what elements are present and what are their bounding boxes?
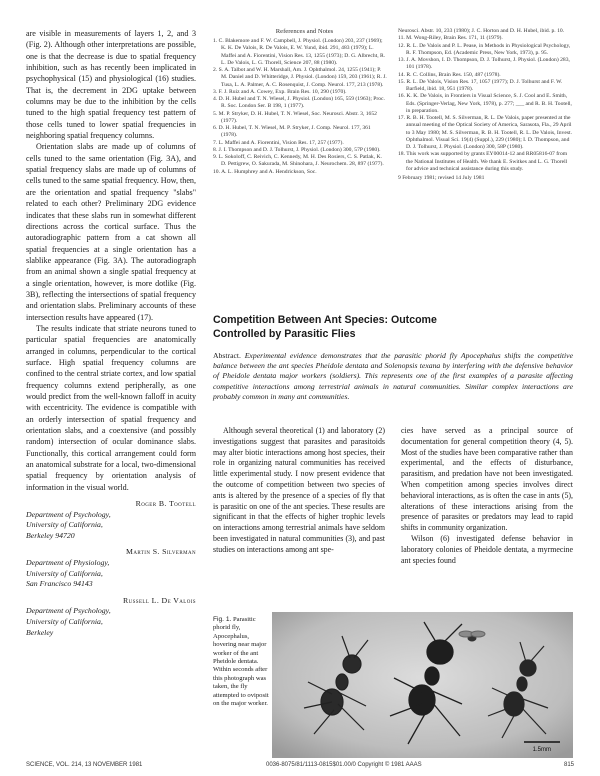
- reference-item: 4. D. H. Hubel and T. N. Wiesel, J. Physiol. (London) 165, 559 (1963); Proc. R. Soc. London Ser. B 198, 1 (1977).: [213, 96, 385, 110]
- article-title: [213, 314, 513, 342]
- reference-item: 17. R. B. H. Tootell, M. S. Silverman, R. L. De Valois, paper presented at the annual meeting of the Optical Society of America, Sarasota, Fla., 29 April to 3 May 1980; M. S. Silverman, R. B. H. Tootell, R. L. De Valois, Invest. Ophthalmol. Visual Sci. 19(4) (Suppl.), 229 (1980); I. D. Thompson, and D. J. Tolhurst, J. Physiol. (London) 300, 58P (1980).: [398, 115, 572, 150]
- reference-item: 12. R. L. De Valois and P. L. Pease, in Methods in Physiological Psychology, R. F. Thompson, Ed. (Academic Press, New York, 1973), p. 95.: [398, 42, 571, 56]
- author-name: Martin S. Silverman: [126, 547, 196, 557]
- abstract-text: Experimental evidence demonstrates that the parasitic phorid fly Apocephalus shifts the competitive balance between the ant species Pheidole dentata and Solenopsis texana by interfering with the defensive behavior of Pheidole dentata major workers (soldiers). This represents one of the first examples of a parasite affecting competitive interactions among terrestrial animals in natural communities. Similar complex interactions are probably common in many ant communities.: [213, 351, 573, 401]
- journal-citation: SCIENCE, VOL. 214, 13 NOVEMBER 1981: [26, 762, 143, 768]
- scale-bar-label: 1.5mm: [532, 747, 551, 753]
- photograph-image: [272, 612, 573, 758]
- author-affiliation-line: University of California,: [26, 568, 103, 578]
- references-heading: References and Notes: [275, 28, 334, 35]
- author-signature-2: [26, 547, 196, 589]
- reference-item: Neurosci. Abstr. 10, 233 (1980); J. C. Horton and D. H. Hubel, ibid. p. 10.: [398, 28, 565, 34]
- copyright-line: 0036-8075/81/1113-0815$01.00/0 Copyright © 1981 AAAS: [266, 762, 422, 768]
- left-paragraph-2: Orientation slabs are made up of columns of cells tuned to the same orientation (Fig. 3A), and spatial frequency slabs are made up of columns of cells tuned to the same spatial frequency. How, then, are the orientation and spatial frequency "slabs" related to each other? Preliminary 2DG evidence indicates that these slabs run in somewhat different directions across the cortical surface. Thus the autoradiographic pattern from a cat shown all spatial frequencies at a single orientation has a slablike appearance (Fig. 3A). The autoradiograph from an animal shown a single spatial frequency at a single orientation, however, is more dotlike (Fig. 3B), reflecting the intersections of spatial frequency and orientation slabs. Preliminary accounts of these intersection results have appeared (17).: [26, 142, 196, 322]
- author-affiliation-line: Department of Psychology,: [26, 509, 111, 519]
- article-title-line-2: Controlled by Parasitic Flies: [213, 327, 356, 340]
- author-affiliation-line: University of California,: [26, 520, 103, 530]
- article-paragraph: Wilson (6) investigated defense behavior in laboratory colonies of Pheidole dentata, a myrmecine ant species found: [401, 533, 573, 565]
- author-affiliation-line: Berkeley: [26, 627, 54, 637]
- reference-item: 14. R. C. Collins, Brain Res. 150, 487 (1978).: [398, 71, 501, 78]
- article-title-line-1: Competition Between Ant Species: Outcome: [213, 314, 437, 326]
- abstract: [213, 351, 573, 402]
- figure-caption-text: Parasitic phorid fly, Apocephalus, hovering near major worker of the ant Pheidole dentata. Within seconds after this photograph was taken, the fly attempted to oviposit on the major worker.: [213, 616, 269, 708]
- author-affiliation-line: Department of Physiology,: [26, 558, 110, 568]
- reference-item: 16. K. K. De Valois, in Frontiers in Visual Science, S. J. Cool and E. Smith, Eds. (Springer-Verlag, New York, 1978), p. 277; ___ and R. B. H. Tootell, in preparation.: [398, 93, 572, 114]
- left-paragraph-1: are visible in measurements of layers 1, 2, and 3 (Fig. 2). Although other interpretations are possible, one is that the decrease is due to spatial frequency inhibition, such as has recently been implicated in psychophysical (15) and physiological (16) studies. That is, the decrement in 2DG uptake between columns may be due to the inhibition by the cells tuned to the high spatial frequency test pattern of those cells tuned to lower spatial frequencies in neighboring spatial frequency columns.: [26, 29, 196, 141]
- reference-item: 10. A. L. Humphrey and A. Hendrickson, Soc.: [213, 168, 317, 175]
- reference-item: 13. J. A. Movshon, I. D. Thompson, D. J. Tolhurst, J. Physiol. (London) 283, 101 (1978).: [398, 57, 570, 71]
- reference-item: 9. L. Sokoloff, C. Reivich, C. Kennedy, M. H. Des Rosiers, C. S. Patlak, K. D. Pettigrew, O. Sakurada, M. Shinohara, J. Neurochem. 28, 897 (1977).: [213, 154, 384, 168]
- figure-label: Fig. 1.: [213, 616, 232, 623]
- reference-item: 15. R. L. De Valois, Vision Res. 17, 1057 (1977); D. J. Tolhurst and F. W. Barfield, ibid. 18, 951 (1978).: [398, 78, 563, 92]
- abstract-label: Abstract.: [213, 351, 241, 360]
- figure-caption: [213, 616, 269, 708]
- article-paragraph: Although several theoretical (1) and laboratory (2) investigations suggest that parasites and parasitoids may alter biotic interactions among host species, their role in organizing natural communities has received little experimental study. I now present evidence that the outcome of competition between two species of ants is altered by the presence of a species of fly that is parasitic on one of the ant species. These results are significant in that the effects of higher trophic levels on interactions among terrestrial animals have seldom been investigated in natural communities (3), and past studies on interactions among ant spe-: [213, 426, 385, 554]
- reference-item: 11. M. Wong-Riley, Brain Res. 171, 11 (1979).: [398, 35, 503, 42]
- references-column-2: [398, 28, 573, 182]
- author-signature-3: [26, 596, 196, 638]
- reference-item: 18. This work was supported by grants EY00014-12 and RR05816-07 from the National Institutes of Health. We thank E. Switkes and L. G. Thorell for advice and technical assistance during this study.: [398, 151, 568, 172]
- author-affiliation-line: University of California,: [26, 617, 103, 627]
- reference-item: 2. S. A. Talbot and W. H. Marshall, Am. J. Ophthalmol. 24, 1255 (1941); P. M. Daniel and D. Whitteridge, J. Physiol. (London) 159, 203 (1961); R. J. Tusa, L. A. Palmer, A. C. Rosenquist, J. Comp. Neurol. 177, 213 (1978).: [213, 67, 387, 88]
- reference-item: 1. C. Blakemore and F. W. Campbell, J. Physiol. (London) 203, 237 (1969); K. K. De Valois, R. De Valois, E. W. Yund, ibid. 291, 483 (1979); L. Maffei and A. Fiorentini, Vision Res. 13, 1255 (1973); D. G. Albrecht, R. L. De Valois, L. G. Thorell, Science 207, 88 (1980).: [213, 38, 386, 66]
- article-column-2: [401, 426, 573, 566]
- article-column-1: [213, 426, 385, 556]
- references-column-1: [213, 28, 388, 176]
- page-number: 815: [563, 762, 574, 768]
- ant-fly-photograph: [272, 612, 573, 758]
- author-affiliation-line: San Francisco 94143: [26, 579, 93, 589]
- reference-item: 5. M. P. Stryker, D. H. Hubel, T. N. Wiesel, Soc. Neurosci. Abstr. 3, 1652 (1977).: [213, 110, 377, 124]
- author-name: Roger B. Tootell: [135, 499, 196, 509]
- author-signature-1: [26, 499, 196, 541]
- author-affiliation-line: Berkeley 94720: [26, 530, 75, 540]
- author-affiliation-line: Department of Psychology,: [26, 606, 111, 616]
- page-footer: [26, 762, 574, 772]
- reference-item: 3. F. J. Ruiz and A. Cowey, Exp. Brain Res. 10, 290 (1970).: [213, 88, 347, 95]
- reference-item: 8. J. I. Thompson and D. J. Tolhurst, J. Physiol. (London) 300, 57P (1980).: [213, 146, 381, 153]
- author-name: Russell L. De Valois: [123, 595, 196, 605]
- article-paragraph: cies have served as a principal source of documentation for general competition theory (4, 5). Most of the studies have been comparative rather than experimental, and the effects of disturbance, parasitism, and predation have not been investigated. When competition among species involves direct behavioral interactions, as is often the case in ants (5), alterations of these interactions arising from the presence of parasites or predators may lead to rapid shifts in community organization.: [401, 426, 573, 533]
- reference-item: 7. L. Maffei and A. Fiorentini, Vision Res. 17, 257 (1977).: [213, 139, 344, 146]
- reference-item: 6. D. H. Hubel, T. N. Wiesel, M. P. Stryker, J. Comp. Neurol. 177, 361 (1978).: [213, 125, 371, 139]
- left-paragraph-3: The results indicate that striate neurons tuned to particular spatial frequencies are anatomically arranged in columns, perpendicular to the cortical surface. High spatial frequency columns are confined to the central striate cortex, and low spatial frequency columns extend peripherally, as one would predict from the well-known falloff in acuity with eccentricity. The evidence is compatible with an orderly intersection of spatial frequency and orientation slabs, and a coextensive (and possibly random) intersection of ocular dominance slabs. Functionally, this cortical arrangement could form an anatomical substrate for a local, two-dimensional spatial frequency by orientation analysis of information in the visual world.: [26, 323, 196, 492]
- received-date: 9 February 1981; revised 14 July 1981: [398, 175, 485, 181]
- left-column: [26, 28, 196, 638]
